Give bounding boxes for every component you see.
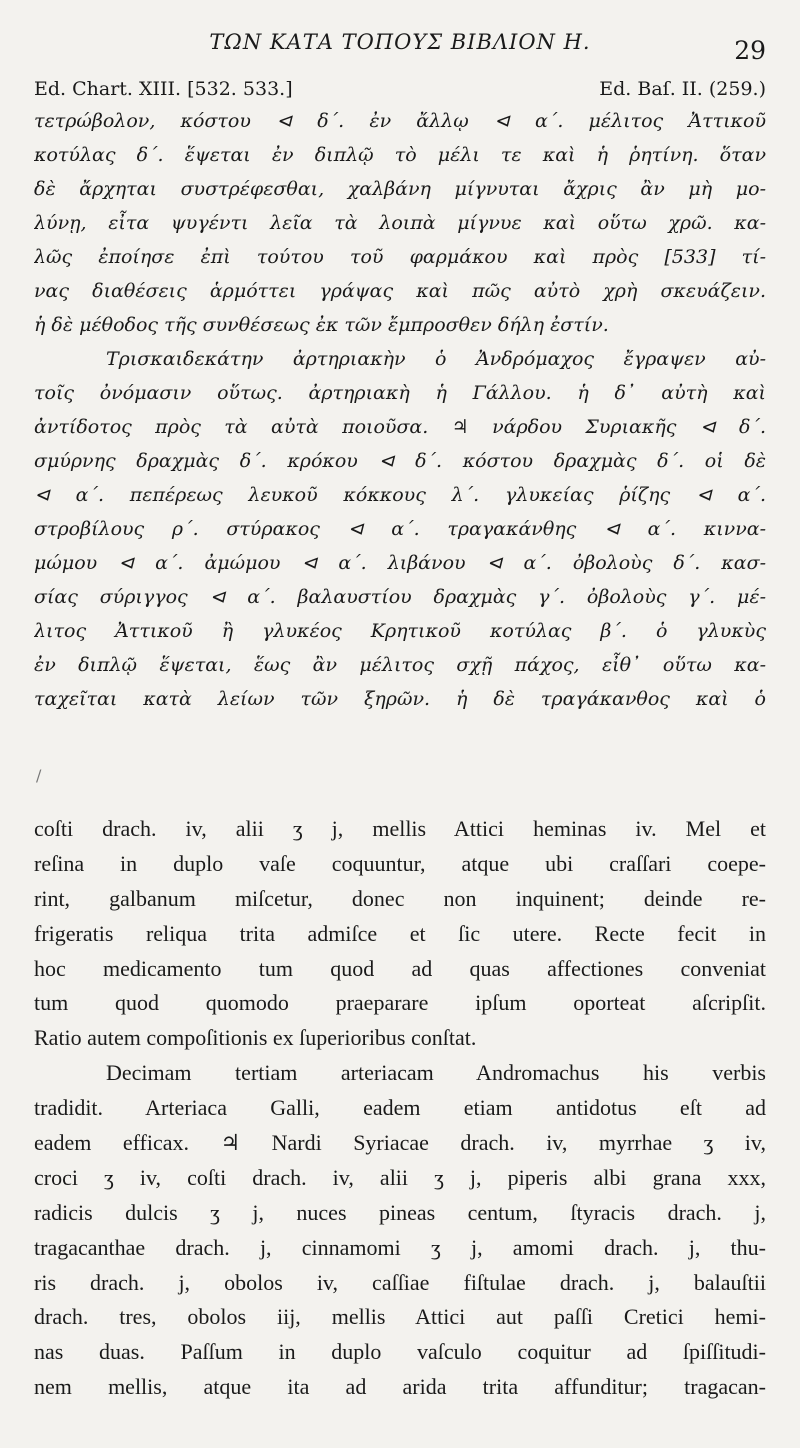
latin-line: reſina in duplo vaſe coquuntur, atque ubi craſſari coepe- [34, 850, 766, 876]
greek-text-block [34, 104, 766, 716]
greek-line: σμύρνης δραχμὰς δ΄. κρόκου ⊲ δ΄. κόστου δραχμὰς δ΄. οἱ δὲ [34, 450, 766, 472]
greek-line: ἐν διπλῷ ἕψεται, ἕως ἂν μέλιτος σχῇ πάχος, εἶθ᾽ οὕτω κα- [34, 654, 766, 676]
latin-text-block [34, 812, 766, 1405]
latin-line: radicis dulcis ʒ j, nuces pineas centum, ſtyracis drach. j, [34, 1199, 766, 1225]
latin-line: coſti drach. iv, alii ʒ j, mellis Attici heminas iv. Mel et [34, 816, 766, 841]
latin-line: nem mellis, atque ita ad arida trita affunditur; tragacan- [34, 1374, 766, 1400]
latin-line: eadem efficax. ♃ Nardi Syriacae drach. iv, myrrhae ʒ iv, [34, 1130, 766, 1156]
latin-line: drach. tres, obolos iij, mellis Attici aut paſſi Cretici hemi- [34, 1304, 766, 1330]
latin-line: Ratio autem compoſitionis ex ſuperioribus conſtat. [34, 1025, 477, 1051]
greek-line: λῶς ἐποίησε ἐπὶ τούτου τοῦ φαρμάκου καὶ πρὸς [533] τί- [34, 246, 766, 268]
greek-line: τοῖς ὀνόμασιν οὕτως. ἀρτηριακὴ ἡ Γάλλου. ἡ δ᾽ αὐτὴ καὶ [34, 382, 766, 404]
greek-line: σίας σύριγγος ⊲ α΄. βαλαυστίου δραχμὰς γ΄. ὀβολοὺς γ΄. μέ- [34, 586, 766, 608]
latin-line: ris drach. j, obolos iv, caſſiae fiſtulae drach. j, balauſtii [34, 1269, 766, 1295]
greek-line: λιτος Ἀττικοῦ ἢ γλυκέος Κρητικοῦ κοτύλας β΄. ὁ γλυκὺς [34, 620, 766, 642]
latin-line: croci ʒ iv, coſti drach. iv, alii ʒ j, piperis albi grana xxx, [34, 1164, 766, 1190]
greek-line: ⊲ α΄. πεπέρεως λευκοῦ κόκκους λ΄. γλυκείας ῥίζης ⊲ α΄. [34, 484, 766, 506]
edition-reference-right: Ed. Baſ. II. (259.) [599, 78, 766, 100]
greek-line: λύνῃ, εἶτα ψυγέντι λεῖα τὰ λοιπὰ μίγνυε καὶ οὕτω χρῶ. κα- [34, 212, 766, 234]
greek-line: τετρώβολον, κόστου ⊲ δ΄. ἐν ἄλλῳ ⊲ α΄. μέλιτος Ἀττικοῦ [34, 110, 766, 132]
latin-line: tradidit. Arteriaca Galli, eadem etiam antidotus eſt ad [34, 1095, 766, 1121]
latin-line: Decimam tertiam arteriacam Andromachus his verbis [106, 1060, 766, 1086]
greek-line: ἀντίδοτος πρὸς τὰ αὐτὰ ποιοῦσα. ♃ νάρδου Συριακῆς ⊲ δ΄. [34, 416, 766, 438]
latin-line: tum quod quomodo praeparare ipſum oporteat aſcripſit. [34, 990, 766, 1016]
greek-line: κοτύλας δ΄. ἕψεται ἐν διπλῷ τὸ μέλι τε καὶ ἡ ῥητίνη. ὅταν [34, 144, 766, 166]
latin-line: nas duas. Paſſum in duplo vaſculo coquitur ad ſpiſſitudi- [34, 1339, 766, 1365]
greek-line: ταχεῖται κατὰ λείων τῶν ξηρῶν. ἡ δὲ τραγάκανθος καὶ ὁ [34, 688, 766, 710]
greek-line: μώμου ⊲ α΄. ἀμώμου ⊲ α΄. λιβάνου ⊲ α΄. ὀβολοὺς δ΄. κασ- [34, 552, 766, 574]
greek-line: νας διαθέσεις ἁρμόττει γράψας καὶ πῶς αὐτὸ χρὴ σκευάζειν. [34, 280, 766, 302]
edition-reference-left: Ed. Chart. XIII. [532. 533.] [34, 78, 293, 100]
greek-line: στροβίλους ρ΄. στύρακος ⊲ α΄. τραγακάνθης ⊲ α΄. κιννα- [34, 518, 766, 540]
stray-mark: / [36, 766, 42, 785]
page-number: 29 [734, 36, 766, 65]
greek-line: Τρισκαιδεκάτην ἀρτηριακὴν ὁ Ἀνδρόμαχος ἔγραψεν αὐ- [106, 348, 766, 370]
latin-line: frigeratis reliqua trita admiſce et ſic utere. Recte fecit in [34, 920, 766, 946]
latin-line: rint, galbanum miſcetur, donec non inquinent; deinde re- [34, 885, 766, 911]
greek-line: δὲ ἄρχηται συστρέφεσθαι, χαλβάνη μίγνυται ἄχρις ἂν μὴ μο- [34, 178, 766, 200]
latin-line: tragacanthae drach. j, cinnamomi ʒ j, amomi drach. j, thu- [34, 1234, 766, 1260]
latin-line: hoc medicamento tum quod ad quas affectiones conveniat [34, 955, 766, 981]
running-title: ΤΩΝ ΚΑΤΑ ΤΟΠΟΥΣ ΒΙΒΛΙΟΝ Η. [209, 30, 591, 54]
greek-line: ἡ δὲ μέθοδος τῆς συνθέσεως ἐκ τῶν ἔμπροσθεν δήλη ἐστίν. [34, 314, 609, 336]
